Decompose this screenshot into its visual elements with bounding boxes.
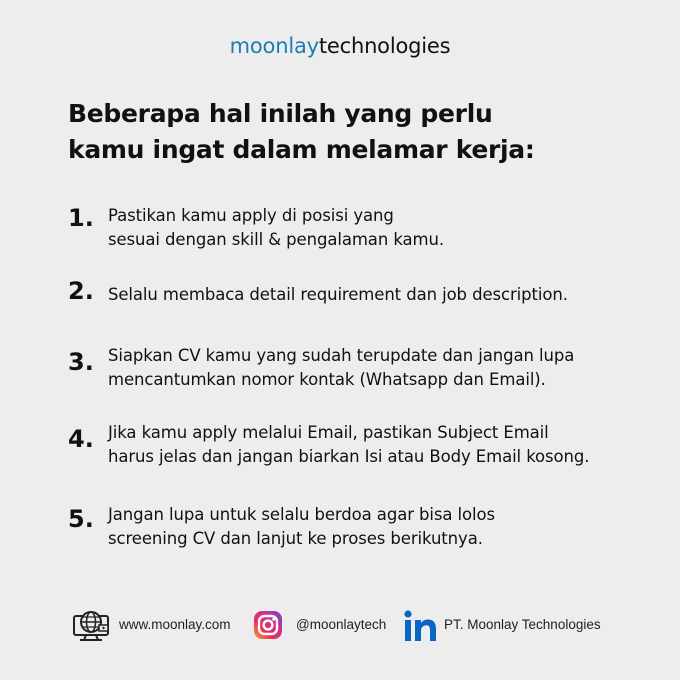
list-item-line: Siapkan CV kamu yang sudah terupdate dan jangan lupa (108, 346, 575, 365)
list-item-line: Selalu membaca detail requirement dan job description. (108, 285, 568, 304)
page-title-line1: Beberapa hal inilah yang perlu (68, 99, 493, 128)
brand-logo-part1: moonlay (229, 34, 319, 58)
list-item-line: harus jelas dan jangan biarkan Isi atau Body Email kosong. (108, 447, 590, 466)
list-item-text (108, 421, 589, 469)
globe-computer-icon (70, 610, 112, 646)
list-item-line: Jangan lupa untuk selalu berdoa agar bisa lolos (108, 505, 495, 524)
list-item-number: 1. (68, 204, 94, 232)
list-item-text (108, 283, 568, 307)
list-item-line: screening CV dan lanjut ke proses berikutnya. (108, 529, 483, 548)
list-item-text (108, 344, 574, 392)
list-item-number: 4. (68, 425, 94, 453)
page-title-line2: kamu ingat dalam melamar kerja: (68, 135, 535, 164)
list-item-text (108, 204, 444, 252)
list-item-line: sesuai dengan skill & pengalaman kamu. (108, 230, 444, 249)
page-title (68, 96, 535, 168)
list-item-line: mencantumkan nomor kontak (Whatsapp dan Email). (108, 370, 546, 389)
footer (0, 608, 680, 644)
list-item-text (108, 503, 495, 551)
linkedin-company[interactable]: PT. Moonlay Technologies (444, 617, 601, 632)
list-item-number: 3. (68, 348, 94, 376)
website-link[interactable]: www.moonlay.com (119, 617, 231, 632)
list-item-number: 2. (68, 277, 94, 305)
list-item-number: 5. (68, 505, 94, 533)
instagram-handle[interactable]: @moonlaytech (296, 617, 387, 632)
instagram-icon[interactable] (252, 609, 284, 645)
list-item-line: Pastikan kamu apply di posisi yang (108, 206, 394, 225)
linkedin-icon[interactable] (402, 609, 438, 647)
list-item-line: Jika kamu apply melalui Email, pastikan Subject Email (108, 423, 549, 442)
brand-logo (0, 34, 680, 58)
brand-logo-part2: technologies (318, 34, 451, 58)
